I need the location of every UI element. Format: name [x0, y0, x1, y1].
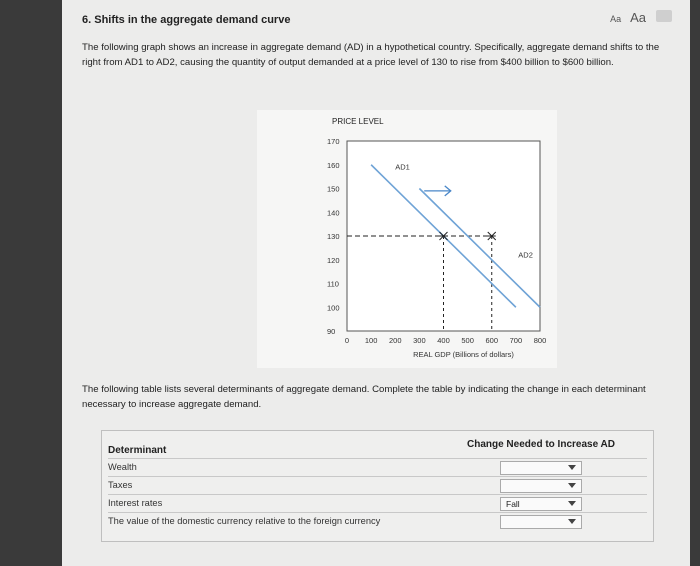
font-decrease-button[interactable]: Aa: [610, 14, 622, 24]
series-label-ad1: AD1: [395, 162, 410, 172]
table-row-taxes: [108, 476, 647, 495]
table-row-wealth: [108, 458, 647, 477]
print-icon[interactable]: [656, 10, 672, 22]
y-tick-label: 170: [327, 137, 340, 146]
interest-rates-select[interactable]: [500, 497, 582, 511]
chevron-down-icon: [568, 519, 576, 524]
y-tick-label: 130: [327, 232, 340, 241]
y-axis-label: PRICE LEVEL: [332, 117, 384, 126]
y-tick-label: 120: [327, 255, 340, 265]
intro-paragraph: The following graph shows an increase in aggregate demand (AD) in a hypothetical country. Specifically, aggregate demand shifts to the right from AD1 to AD2, causing the quantity of output demanded at a price level of 130 to rise from $400 billion to $600 billion.: [82, 42, 660, 68]
font-increase-button[interactable]: Aa: [630, 10, 646, 25]
ad-chart: [257, 110, 557, 368]
x-axis-label: REAL GDP (Billions of dollars): [413, 350, 514, 359]
row-label: The value of the domestic currency relative to the foreign currency: [108, 516, 381, 526]
row-label: Wealth: [108, 462, 137, 472]
currency-select[interactable]: [500, 515, 582, 529]
select-value: Fall: [506, 499, 520, 509]
y-tick-label: 90: [327, 327, 336, 336]
x-tick-label: 700: [509, 336, 523, 345]
question-page: [62, 0, 690, 566]
determinants-table: [101, 430, 654, 542]
chart-svg: [257, 110, 557, 368]
x-tick-label: 200: [388, 336, 402, 345]
header-change: Change Needed to Increase AD: [466, 439, 615, 450]
chevron-down-icon: [568, 501, 576, 506]
table-intro-paragraph: The following table lists several determinants of aggregate demand. Complete the table by indicating the change in each determinant necessary to increase aggregate demand.: [82, 384, 646, 410]
y-tick-label: 150: [327, 184, 340, 194]
chevron-down-icon: [568, 465, 576, 470]
x-tick-label: 0: [344, 336, 350, 345]
x-tick-label: 800: [533, 336, 547, 345]
taxes-select[interactable]: [500, 479, 582, 493]
y-tick-label: 110: [327, 279, 339, 289]
question-title: 6. Shifts in the aggregate demand curve: [82, 14, 291, 26]
row-label: Interest rates: [108, 498, 163, 508]
y-tick-label: 160: [327, 160, 340, 170]
chevron-down-icon: [568, 483, 576, 488]
x-tick-label: 600: [485, 336, 499, 345]
wealth-select[interactable]: [500, 461, 582, 475]
font-size-controls: [610, 10, 646, 25]
table-row-currency: [108, 512, 647, 531]
x-tick-label: 300: [413, 336, 426, 345]
x-tick-label: 400: [437, 336, 450, 345]
header-determinant: Determinant: [108, 445, 167, 456]
y-tick-label: 100: [327, 303, 340, 313]
series-label-ad2: AD2: [518, 250, 533, 260]
x-tick-label: 500: [461, 336, 474, 345]
x-tick-label: 100: [364, 336, 378, 345]
y-tick-label: 140: [327, 208, 340, 218]
row-label: Taxes: [108, 480, 133, 490]
table-row-interest-rates: [108, 494, 647, 513]
